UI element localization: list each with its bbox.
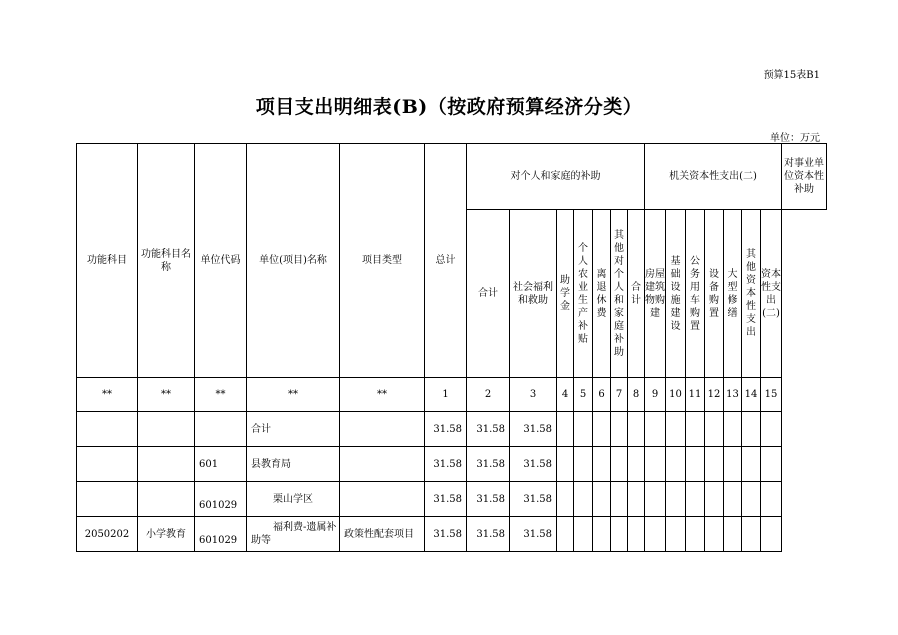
- index-cell: 15: [761, 378, 782, 412]
- cell-project-type: 政策性配套项目: [340, 517, 425, 552]
- cell-func-code: 2050202: [77, 517, 138, 552]
- cell-func-name: 小学教育: [138, 517, 195, 552]
- unit-label: 单位：万元: [770, 133, 820, 144]
- cell-unit-code: 601029: [195, 482, 247, 517]
- index-cell: **: [340, 378, 425, 412]
- cell-social-welfare: 31.58: [510, 412, 557, 447]
- header-retirement: 离退休费: [593, 210, 611, 378]
- index-cell: 5: [574, 378, 593, 412]
- cell-total: 31.58: [425, 517, 467, 552]
- index-cell: 13: [724, 378, 742, 412]
- cell-unit-name: 栗山学区: [247, 482, 340, 517]
- cell-unit-code: [195, 412, 247, 447]
- cell-social-welfare: 31.58: [510, 517, 557, 552]
- cell-func-code: [77, 412, 138, 447]
- header-project-type: 项目类型: [340, 144, 425, 378]
- index-cell: 1: [425, 378, 467, 412]
- header-func-name: 功能科目名称: [138, 144, 195, 378]
- detail-table: [76, 143, 827, 552]
- header-group-enterprise: 对事业单位资本性补助: [782, 144, 827, 210]
- header-subtotal-2: 合计: [628, 210, 645, 378]
- index-cell: 11: [686, 378, 705, 412]
- cell-subtotal: 31.58: [467, 517, 510, 552]
- form-number: 预算15表B1: [763, 70, 820, 81]
- header-repair: 大型修缮: [724, 210, 742, 378]
- cell-func-code: [77, 447, 138, 482]
- index-cell: **: [247, 378, 340, 412]
- cell-func-name: [138, 412, 195, 447]
- cell-project-type: [340, 412, 425, 447]
- cell-social-welfare: 31.58: [510, 482, 557, 517]
- index-cell: 6: [593, 378, 611, 412]
- table-row: [77, 517, 827, 552]
- header-total: 总计: [425, 144, 467, 378]
- cell-func-name: [138, 482, 195, 517]
- index-cell: 12: [705, 378, 724, 412]
- cell-project-type: [340, 482, 425, 517]
- cell-unit-code: 601: [195, 447, 247, 482]
- cell-project-type: [340, 447, 425, 482]
- cell-subtotal: 31.58: [467, 412, 510, 447]
- index-cell: 2: [467, 378, 510, 412]
- header-other-capital: 其他资本性支出: [742, 210, 761, 378]
- cell-unit-name: 合计: [247, 412, 340, 447]
- table-row: [77, 482, 827, 517]
- index-cell: **: [77, 378, 138, 412]
- cell-total: 31.58: [425, 482, 467, 517]
- header-agri-subsidy: 个人农业生产补贴: [574, 210, 593, 378]
- header-social-welfare: 社会福利和救助: [510, 210, 557, 378]
- cell-total: 31.58: [425, 412, 467, 447]
- cell-func-name: [138, 447, 195, 482]
- header-group-capital: 机关资本性支出(二): [645, 144, 782, 210]
- table-row: [77, 412, 827, 447]
- header-group-personal: 对个人和家庭的补助: [467, 144, 645, 210]
- index-cell: 7: [611, 378, 628, 412]
- header-unit-code: 单位代码: [195, 144, 247, 378]
- header-subtotal-1: 合计: [467, 210, 510, 378]
- cell-unit-name: 县教育局: [247, 447, 340, 482]
- index-cell: 4: [557, 378, 574, 412]
- cell-unit-name: 福利费-遗属补助等: [247, 517, 340, 552]
- index-cell: 10: [666, 378, 686, 412]
- header-equipment: 设备购置: [705, 210, 724, 378]
- page-title: 项目支出明细表(B)（按政府预算经济分类）: [255, 96, 643, 118]
- header-func-code: 功能科目: [77, 144, 138, 378]
- header-other-personal: 其他对个人和家庭补助: [611, 210, 628, 378]
- header-stipend: 助学金: [557, 210, 574, 378]
- header-housing: 房屋建筑物购建: [645, 210, 666, 378]
- cell-func-code: [77, 482, 138, 517]
- index-cell: **: [138, 378, 195, 412]
- cell-subtotal: 31.58: [467, 482, 510, 517]
- cell-total: 31.58: [425, 447, 467, 482]
- index-cell: 9: [645, 378, 666, 412]
- index-cell: 8: [628, 378, 645, 412]
- cell-subtotal: 31.58: [467, 447, 510, 482]
- cell-social-welfare: 31.58: [510, 447, 557, 482]
- header-vehicle: 公务用车购置: [686, 210, 705, 378]
- index-cell: 14: [742, 378, 761, 412]
- header-capital-2: 资本性支出(二): [761, 210, 782, 378]
- table-row: [77, 447, 827, 482]
- header-unit-name: 单位(项目)名称: [247, 144, 340, 378]
- header-infrastructure: 基础设施建设: [666, 210, 686, 378]
- index-cell: 3: [510, 378, 557, 412]
- cell-unit-code: 601029: [195, 517, 247, 552]
- index-cell: **: [195, 378, 247, 412]
